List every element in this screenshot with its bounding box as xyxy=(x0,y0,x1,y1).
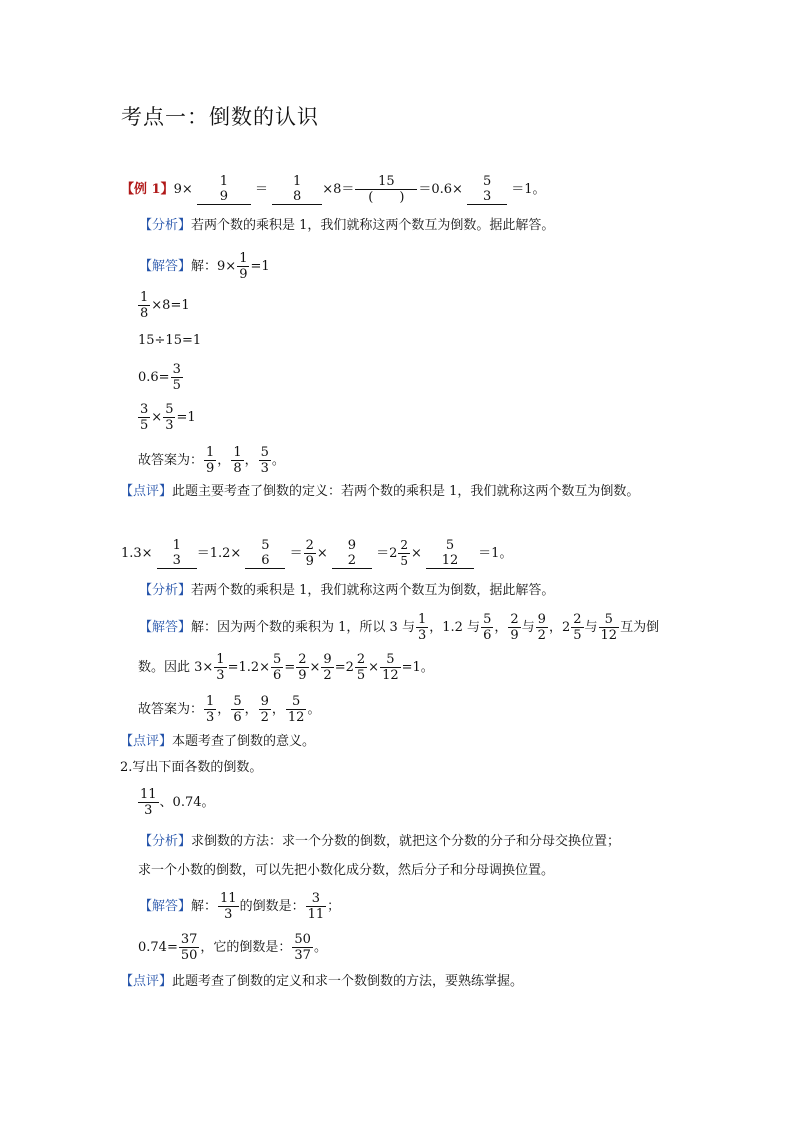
work-line: 0.74= $\frac{37}{50}$ ，它的倒数是： $\frac{50}{37}$ 。 xyxy=(138,932,327,963)
work-line: $\frac{3}{5}$ × $\frac{5}{3}$ =1 xyxy=(140,402,196,433)
analysis-line: 【分析】若两个数的乘积是 1，我们就称这两个数互为倒数。据此解答。 xyxy=(139,218,555,233)
example-tag: 【例 1】 xyxy=(121,182,174,197)
answer-blank: 1 9 xyxy=(197,174,251,205)
analysis-line: 【分析】求倒数的方法：求一个分数的倒数，就把这个分数的分子和分母交换位置； xyxy=(139,834,621,849)
work-line: 0.6= $\frac{3}{5}$ xyxy=(138,362,181,393)
work-line: 数。因此 3× $\frac{1}{3}$ =1.2× $\frac{5}{6}$ = $\frac{2}{9}$ × $\frac{9}{2}$ =2 $\frac{2}{5}$ × $\frac{5}{12}$ =1。 xyxy=(138,652,434,683)
question-2-items: $\frac{11}{3}$ 、0.74。 xyxy=(140,787,215,818)
comment-line: 【点评】此题考查了倒数的定义和求一个数倒数的方法，要熟练掌握。 xyxy=(120,974,524,989)
final-answer: 故答案为： $\frac{1}{3}$ ， $\frac{5}{6}$ ， $\frac{9}{2}$ ， $\frac{5}{12}$ 。 xyxy=(138,694,321,725)
answer-line: 【解答】解： $\frac{11}{3}$ 的倒数是： $\frac{3}{11}$ ； xyxy=(139,891,341,922)
question-2-prompt: 2.写出下面各数的倒数。 xyxy=(120,760,263,775)
fraction: $\frac{15}{( )}$ xyxy=(355,174,417,205)
answer-tag: 【解答】 xyxy=(139,259,192,274)
answer-blank: 1 3 xyxy=(157,538,197,569)
answer-blank: 9 2 xyxy=(332,538,372,569)
comment-tag: 【点评】 xyxy=(120,484,173,499)
answer-line: 【解答】解：9× $\frac{1}{9}$ =1 xyxy=(139,251,270,282)
answer-blank: 5 6 xyxy=(245,538,285,569)
comment-line: 【点评】本题考查了倒数的意义。 xyxy=(120,734,316,749)
analysis-line-2: 求一个小数的倒数，可以先把小数化成分数，然后分子和分母调换位置。 xyxy=(138,863,555,878)
work-line: 15÷15=1 xyxy=(138,333,202,348)
work-line: $\frac{1}{8}$ ×8=1 xyxy=(140,290,190,321)
analysis-tag: 【分析】 xyxy=(139,218,192,233)
answer-blank: 5 12 xyxy=(426,538,474,569)
answer-blank: 5 3 xyxy=(467,174,507,205)
answer-line: 【解答】解：因为两个数的乘积为 1，所以 3 与 $\frac{1}{3}$ ，1.2 与 $\frac{5}{6}$ ， $\frac{2}{9}$ 与 $\frac{9}{2}$ ，2 $\frac{2}{5}$ 与 $\frac{5}{12}$ 互为倒 xyxy=(139,612,660,643)
comment-line: 【点评】此题主要考查了倒数的定义：若两个数的乘积是 1，我们就称这两个数互为倒数。 xyxy=(120,484,640,499)
example-1-question: 【例 1】9× 1 9 ＝ 1 8 ×8＝ $\frac{15}{( )}$ ＝0.6× 5 3 ＝1。 xyxy=(121,174,546,205)
section-title: 考点一：倒数的认识 xyxy=(121,105,319,129)
final-answer: 故答案为： $\frac{1}{9}$ ， $\frac{1}{8}$ ， $\frac{5}{3}$ 。 xyxy=(138,445,285,476)
analysis-line: 【分析】若两个数的乘积是 1，我们就称这两个数互为倒数，据此解答。 xyxy=(139,583,555,598)
question-1: 1.3× 1 3 ＝1.2× 5 6 ＝ $\frac{2}{9}$ × 9 2 ＝2 $\frac{2}{5}$ × 5 12 ＝1。 xyxy=(121,538,513,569)
answer-blank: 1 8 xyxy=(272,174,322,205)
